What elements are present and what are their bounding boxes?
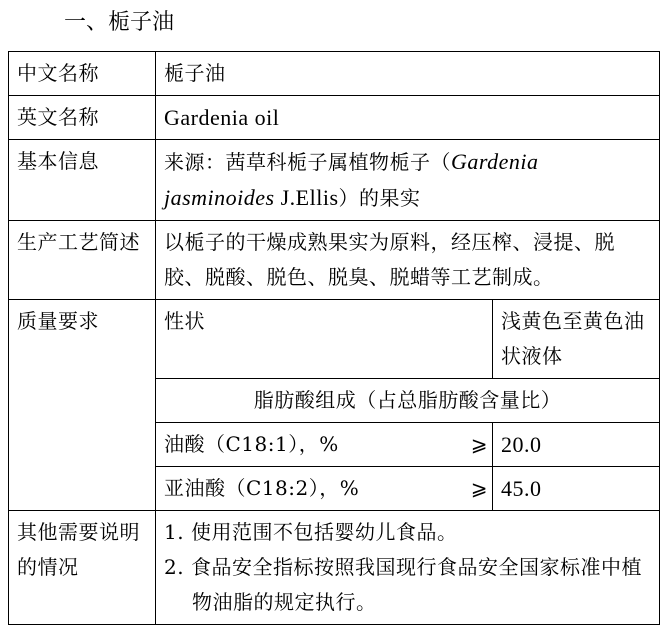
latin-genus: Gardenia <box>451 149 539 174</box>
linoleic-operator: ⩾ <box>470 476 488 500</box>
english-name-label: 英文名称 <box>9 96 156 140</box>
other-label: 其他需要说明的情况 <box>9 511 156 625</box>
oleic-acid-text: 油酸（C18:1），% <box>164 432 339 456</box>
table-row-appearance <box>9 300 660 379</box>
table-row-chinese-name <box>9 52 660 96</box>
latin-species: jasminoides <box>164 185 275 210</box>
basic-info-value <box>156 140 660 221</box>
english-name-value: Gardenia oil <box>156 96 660 140</box>
fatty-acid-header: 脂肪酸组成（占总脂肪酸含量比） <box>156 379 660 423</box>
specification-table <box>8 51 660 625</box>
page-title: 一、栀子油 <box>64 10 175 35</box>
basic-info-suffix: ）的果实 <box>338 186 421 210</box>
oleic-acid-value: 20.0 <box>493 423 660 467</box>
table-row-process <box>9 221 660 300</box>
appearance-value: 浅黄色至黄色油状液体 <box>493 300 660 379</box>
basic-info-label: 基本信息 <box>9 140 156 221</box>
latin-author: J.Ellis <box>274 185 339 210</box>
chinese-name-label: 中文名称 <box>9 52 156 96</box>
linoleic-acid-value: 45.0 <box>493 467 660 511</box>
table-row-other <box>9 511 660 625</box>
linoleic-acid-label <box>156 467 493 511</box>
process-label: 生产工艺简述 <box>9 221 156 300</box>
oleic-operator: ⩾ <box>470 432 488 456</box>
linoleic-acid-text: 亚油酸（C18:2），% <box>164 476 360 500</box>
table-row-english-name <box>9 96 660 140</box>
appearance-label: 性状 <box>156 300 493 379</box>
table-row-basic-info <box>9 140 660 221</box>
oleic-acid-label <box>156 423 493 467</box>
other-item-1: 1. 使用范围不包括婴幼儿食品。 <box>164 520 458 544</box>
other-value <box>156 511 660 625</box>
other-item-2: 2. 食品安全指标按照我国现行食品安全国家标准中植物油脂的规定执行。 <box>164 555 642 614</box>
chinese-name-value: 栀子油 <box>156 52 660 96</box>
process-value: 以栀子的干燥成熟果实为原料，经压榨、浸提、脱胶、脱酸、脱色、脱臭、脱蜡等工艺制成。 <box>156 221 660 300</box>
basic-info-prefix: 来源：茜草科栀子属植物栀子（ <box>164 150 451 174</box>
quality-label: 质量要求 <box>9 300 156 511</box>
